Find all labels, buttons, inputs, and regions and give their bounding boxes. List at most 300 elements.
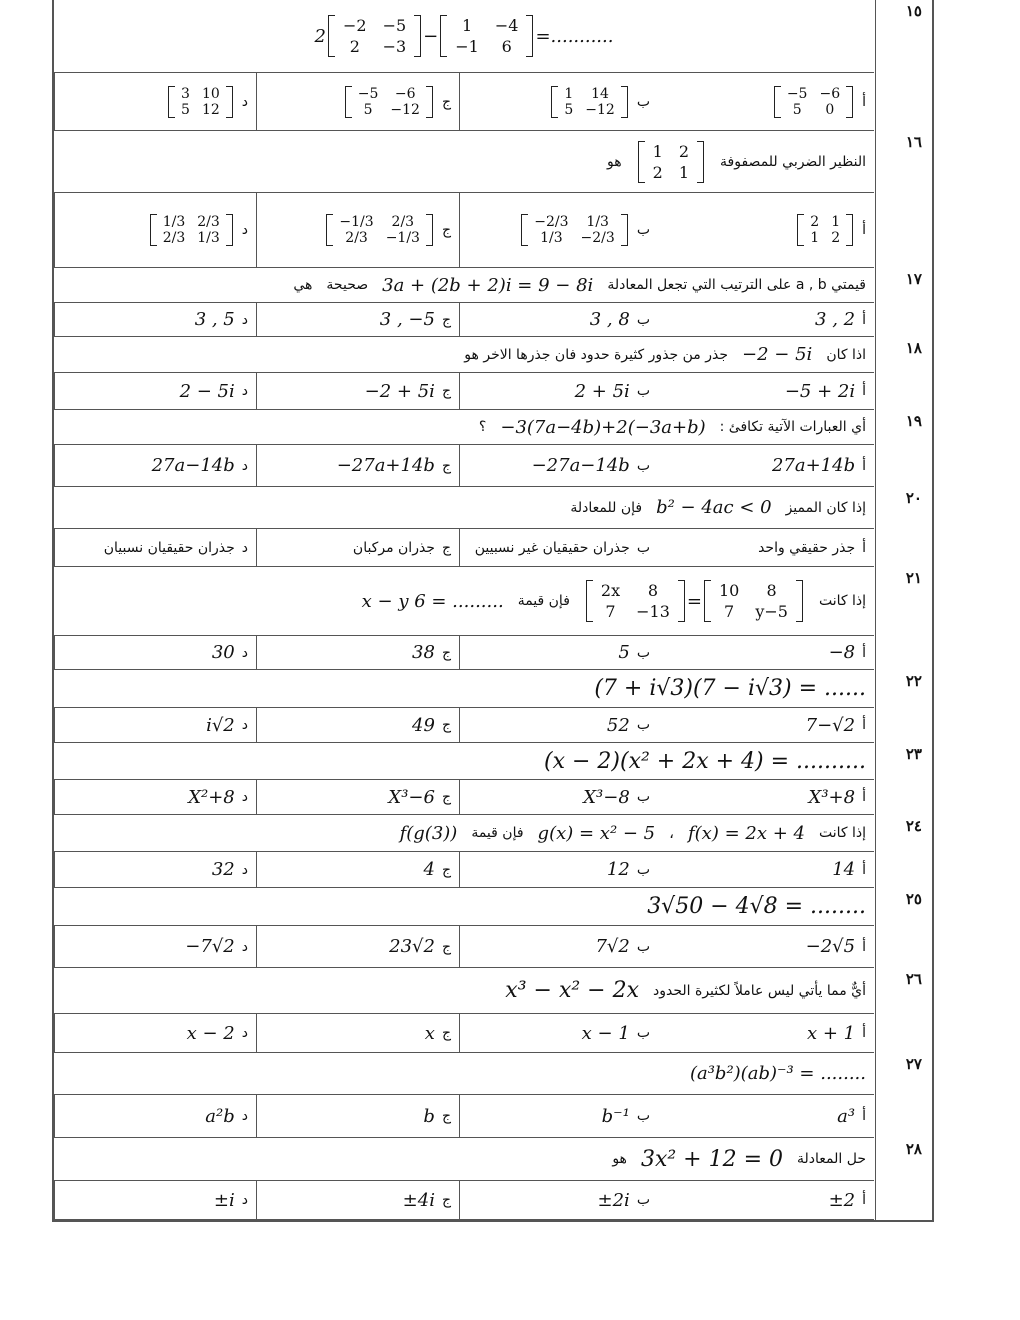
choice-value: 30	[211, 642, 235, 663]
matrix-bracket-right	[846, 214, 853, 246]
choice-a[interactable]	[658, 529, 874, 566]
matrix-cell: 5	[792, 101, 802, 118]
expression: (7 + i√3)(7 − i√3) = ......	[594, 676, 866, 701]
matrix-cell: 1	[678, 162, 690, 182]
question-row-q17	[54, 268, 922, 303]
choice-c[interactable]	[256, 1014, 459, 1052]
choice-value: x	[424, 1022, 435, 1044]
choice-b[interactable]	[459, 1095, 658, 1137]
choice-d[interactable]	[54, 708, 256, 742]
choice-b[interactable]	[459, 193, 658, 267]
question-number: ٢١	[905, 569, 922, 587]
matrix-row	[781, 86, 846, 102]
choice-value: −7√2	[185, 936, 235, 957]
matrix-body	[711, 580, 796, 622]
matrix-body	[804, 214, 846, 246]
choice-matrix	[551, 86, 627, 118]
matrix-row	[558, 102, 620, 118]
matrix-row	[528, 230, 621, 246]
matrix-bracket-right	[621, 86, 628, 118]
choice-value: 52	[606, 714, 630, 736]
choice-label: ج	[441, 222, 451, 238]
question-number: ٢٣	[905, 745, 922, 763]
matrix-row	[175, 102, 226, 118]
matrix-cell: −6	[394, 85, 416, 102]
question-number: ١٨	[905, 339, 922, 357]
question-number: ١٥	[905, 2, 922, 20]
matrix-cell: 2	[652, 162, 663, 182]
choice-b[interactable]	[459, 1181, 658, 1219]
matrix-bracket-left	[345, 86, 352, 118]
choice-value: X²+8	[188, 786, 235, 808]
choice-value: ±2i	[597, 1189, 630, 1211]
choice-matrix	[326, 214, 433, 246]
choice-label: أ	[862, 222, 866, 238]
question-number: ٢٧	[905, 1055, 922, 1073]
choices-row-q25	[54, 926, 874, 968]
choice-c[interactable]	[256, 926, 459, 967]
matrix-cell: 14	[591, 85, 609, 102]
question-prompt: إذا كان المميز	[785, 499, 866, 516]
question-text	[62, 131, 866, 192]
choices-row-q15	[54, 73, 874, 131]
matrix-cell: −6	[819, 85, 841, 102]
choice-c[interactable]	[256, 445, 459, 486]
matrix-row	[447, 15, 526, 36]
matrix-given	[638, 141, 704, 183]
choice-label: ج	[441, 861, 451, 878]
choice-matrix	[150, 214, 233, 246]
matrix-bracket-right	[226, 214, 233, 246]
choice-label: ج	[441, 1192, 451, 1208]
expression: x − y 6 = .........	[361, 590, 504, 612]
question-tail: فإن قيمة	[517, 593, 570, 609]
choice-d[interactable]	[54, 529, 256, 566]
matrix-body	[558, 86, 620, 118]
matrix-cell: 8	[647, 581, 659, 600]
matrix-cell: −1	[455, 37, 479, 56]
matrix-cell: 2	[831, 230, 841, 246]
choice-value: b⁻¹	[601, 1105, 630, 1127]
choice-label: ب	[636, 93, 650, 110]
question-text	[62, 337, 866, 372]
choice-c[interactable]	[256, 636, 459, 669]
question-tail-2: هي	[293, 277, 313, 293]
matrix-row	[335, 15, 414, 36]
choice-c[interactable]	[256, 529, 459, 566]
question-prompt: أي العبارات الآتية تكافئ :	[719, 419, 866, 435]
matrix-cell: −12	[585, 101, 615, 118]
matrix-cell: −2/3	[580, 230, 615, 246]
matrix-cell: 2/3	[162, 230, 186, 246]
choice-label: أ	[862, 1192, 866, 1208]
question-text	[62, 0, 866, 72]
choice-value: 32	[211, 859, 235, 880]
matrix-cell: −2/3	[534, 214, 569, 230]
choice-d[interactable]	[54, 1014, 256, 1052]
choice-a[interactable]	[658, 1095, 874, 1137]
matrix-bracket-left	[797, 214, 804, 246]
choice-a[interactable]	[658, 1014, 874, 1052]
choice-value: 3 , 5	[194, 309, 235, 330]
choice-value: 2 − 5i	[179, 380, 235, 402]
choice-label: ج	[441, 789, 451, 805]
choice-d[interactable]	[54, 303, 256, 336]
function-g: g(x) = x² − 5	[537, 822, 656, 844]
matrix-bracket-right	[621, 214, 628, 246]
choice-value: 23√2	[389, 936, 435, 957]
choice-label: د	[241, 457, 248, 474]
choice-a[interactable]	[658, 73, 874, 130]
choice-value: 12	[606, 859, 630, 880]
choice-label: ب	[636, 717, 650, 733]
matrix-row	[335, 36, 414, 57]
question-prompt: إذا كانت	[818, 825, 866, 841]
expression: −2 − 5i	[742, 344, 813, 365]
question-row-q23	[54, 743, 922, 780]
matrix-row	[593, 580, 678, 601]
choice-label: د	[241, 539, 248, 556]
choice-value: x + 1	[806, 1022, 856, 1044]
matrix-cell: −2	[342, 16, 367, 35]
matrix-cell: −1/3	[339, 214, 374, 230]
matrix-cell: 2	[349, 37, 360, 56]
expression: 3a + (2b + 2)i = 9 − 8i	[382, 274, 594, 296]
choice-d[interactable]	[54, 445, 256, 486]
question-tail: هو	[612, 1151, 627, 1167]
choice-matrix	[797, 214, 853, 246]
choice-b[interactable]	[459, 445, 658, 486]
choice-label: ب	[636, 938, 650, 955]
matrix-bracket-right	[526, 15, 533, 57]
choice-value: −5 + 2i	[784, 380, 856, 402]
choice-label: د	[241, 861, 248, 878]
choice-c[interactable]	[256, 780, 459, 814]
choice-b[interactable]	[459, 780, 658, 814]
question-prompt: اذا كان	[826, 346, 866, 363]
matrix-row	[157, 214, 226, 230]
matrix-row	[711, 580, 796, 601]
matrix-cell: 5	[564, 101, 574, 118]
choices-row-q24	[54, 852, 874, 888]
choice-label: ج	[441, 644, 451, 661]
matrix-body	[175, 86, 226, 118]
expression: 3√50 − 4√8 = ........	[647, 894, 866, 919]
choice-label: ب	[636, 1192, 650, 1208]
choice-label: د	[241, 789, 248, 805]
choice-a[interactable]	[658, 193, 874, 267]
choice-d[interactable]	[54, 73, 256, 130]
question-text	[62, 487, 866, 528]
choice-label: ب	[636, 311, 650, 328]
choice-a[interactable]	[658, 445, 874, 486]
choice-value: a³	[837, 1105, 856, 1127]
question-row-q22	[54, 670, 922, 708]
matrix-body	[593, 580, 678, 622]
matrix-cell: 2	[810, 214, 820, 230]
choice-label: ج	[441, 539, 451, 556]
question-text	[62, 1053, 866, 1094]
matrix-body	[333, 214, 426, 246]
choice-label: أ	[862, 539, 866, 556]
question-number: ٢٦	[905, 970, 922, 988]
choice-matrix	[521, 214, 628, 246]
question-prompt: إذا كانت	[818, 593, 866, 609]
matrix-bracket-right	[426, 214, 433, 246]
choices-row-q18	[54, 373, 874, 410]
choice-label: ب	[636, 1025, 650, 1041]
matrix-bracket-right	[414, 15, 421, 57]
choice-value: b	[423, 1105, 435, 1127]
question-prompt: قيمتي a , b على الترتيب التي تجعل المعادلة	[607, 277, 866, 293]
choice-value: −2 + 5i	[364, 380, 435, 402]
choice-value: ±4i	[402, 1189, 435, 1211]
question-row-q16	[54, 131, 922, 193]
choice-label: أ	[862, 1025, 866, 1041]
choice-value: 49	[412, 714, 435, 736]
question-text	[62, 410, 866, 444]
expression: x³ − x² − 2x	[505, 978, 639, 1003]
matrix-cell: 2/3	[197, 214, 220, 230]
matrix-bracket-left	[328, 15, 335, 57]
choice-b[interactable]	[459, 926, 658, 967]
choice-label: ب	[636, 383, 650, 399]
matrix-cell: −5	[382, 16, 407, 35]
choices-row-q17	[54, 303, 874, 337]
choice-label: ج	[441, 383, 451, 399]
choice-a[interactable]	[658, 636, 874, 669]
choice-label: ج	[441, 717, 451, 733]
choice-c[interactable]	[256, 1181, 459, 1219]
matrix-row	[447, 36, 526, 57]
question-row-q18	[54, 337, 922, 373]
question-prompt: أيٌّ مما يأتي ليس عاملاً لكثيرة الحدود	[653, 982, 866, 999]
choice-a[interactable]	[658, 780, 874, 814]
matrix-cell: −4	[494, 16, 519, 35]
question-row-q15	[54, 0, 922, 73]
choice-value: 27a+14b	[771, 455, 856, 476]
matrix-cell: −13	[636, 602, 670, 621]
question-number: ١٩	[905, 412, 922, 430]
choice-value: 7−√2	[805, 714, 856, 736]
question-row-q19	[54, 410, 922, 445]
question-tail: فإن قيمة	[471, 825, 524, 841]
matrix-body	[645, 141, 697, 183]
question-text	[62, 567, 866, 635]
matrix-row	[157, 230, 226, 246]
matrix-row	[804, 214, 846, 230]
matrix-bracket-left	[586, 580, 593, 622]
choice-value: −27a−14b	[531, 455, 630, 476]
choice-value: جذر حقيقي واحد	[758, 539, 856, 556]
matrix-row	[558, 86, 620, 102]
choice-a[interactable]	[658, 1181, 874, 1219]
choice-label: ج	[441, 457, 451, 474]
choice-label: أ	[862, 644, 866, 661]
matrix-cell: 2/3	[391, 214, 415, 230]
choice-matrix	[168, 86, 233, 118]
matrix-body	[447, 15, 526, 57]
choice-d[interactable]	[54, 636, 256, 669]
expression: −3(7a−4b)+2(−3a+b)	[500, 416, 706, 438]
choice-value: 4	[423, 859, 435, 880]
choice-label: د	[241, 311, 248, 328]
choice-value: −27a+14b	[336, 455, 435, 476]
choice-label: ج	[441, 938, 451, 955]
choice-value: x − 2	[186, 1022, 235, 1044]
choice-label: ب	[636, 1108, 650, 1124]
matrix-cell: 6	[501, 37, 512, 56]
choice-b[interactable]	[459, 1014, 658, 1052]
matrix-cell: 1	[652, 141, 663, 161]
matrix-row	[333, 214, 426, 230]
choice-value: x − 1	[581, 1022, 630, 1044]
choice-b[interactable]	[459, 708, 658, 742]
question-tail: هو	[607, 153, 622, 170]
question-text	[62, 1138, 866, 1180]
expression: 3x² + 12 = 0	[640, 1146, 784, 1172]
exam-sheet	[52, 0, 934, 1222]
choice-b[interactable]	[459, 73, 658, 130]
question-prompt: النظير الضربي للمصفوفة	[720, 153, 866, 170]
choice-c[interactable]	[256, 373, 459, 409]
choice-d[interactable]	[54, 926, 256, 967]
choice-label: أ	[862, 93, 866, 110]
matrix-cell: 1	[564, 85, 574, 102]
question-number: ١٧	[905, 270, 922, 288]
equals-sign: =	[686, 590, 702, 612]
matrix-cell: 5	[363, 101, 373, 118]
choice-label: ب	[636, 457, 650, 474]
choice-c[interactable]	[256, 193, 459, 267]
choice-c[interactable]	[256, 73, 459, 130]
choice-value: 5	[618, 642, 630, 663]
choice-d[interactable]	[54, 1095, 256, 1137]
choice-b[interactable]	[459, 852, 658, 887]
choice-b[interactable]	[459, 373, 658, 409]
matrix-bracket-left	[440, 15, 447, 57]
matrix-cell: 7	[724, 602, 735, 621]
choice-label: أ	[862, 789, 866, 805]
matrix-body	[528, 214, 621, 246]
matrix-cell: −5	[357, 85, 379, 102]
question-row-q26	[54, 968, 922, 1014]
question-text	[62, 268, 866, 302]
matrix-cell: 1/3	[197, 230, 220, 246]
choice-a[interactable]	[658, 373, 874, 409]
choice-value: ±i	[213, 1189, 235, 1211]
choice-b[interactable]	[459, 636, 658, 669]
question-row-q24	[54, 815, 922, 852]
choice-d[interactable]	[54, 193, 256, 267]
choice-label: أ	[862, 717, 866, 733]
expression: (a³b²)(ab)⁻³ = ........	[689, 1063, 866, 1084]
matrix-b	[440, 15, 533, 57]
question-number: ٢٠	[905, 489, 922, 507]
choice-c[interactable]	[256, 1095, 459, 1137]
choice-a[interactable]	[658, 852, 874, 887]
matrix-row	[804, 230, 846, 246]
matrix-bracket-left	[774, 86, 781, 118]
matrix-cell: 2/3	[345, 230, 368, 246]
choice-b[interactable]	[459, 529, 658, 566]
choice-label: د	[241, 938, 248, 955]
choice-label: أ	[862, 311, 866, 328]
choice-label: ب	[636, 861, 650, 878]
choice-c[interactable]	[256, 303, 459, 336]
matrix-cell: 8	[766, 581, 777, 600]
matrix-body	[157, 214, 226, 246]
question-row-q20	[54, 487, 922, 529]
expression: (x − 2)(x² + 2x + 4) = ..........	[544, 748, 866, 774]
choice-label: ب	[636, 644, 650, 661]
choices-row-q23	[54, 780, 874, 815]
choice-label: ج	[441, 1025, 451, 1041]
choice-d[interactable]	[54, 780, 256, 814]
question-text	[62, 743, 866, 779]
matrix-row	[175, 86, 226, 102]
matrix-bracket-right	[846, 86, 853, 118]
choice-d[interactable]	[54, 373, 256, 409]
matrix-body	[335, 15, 414, 57]
question-prompt: حل المعادلة	[797, 1151, 866, 1167]
matrix-bracket-right	[796, 580, 803, 622]
question-row-q27	[54, 1053, 922, 1095]
choice-d[interactable]	[54, 1181, 256, 1219]
choice-d[interactable]	[54, 852, 256, 887]
choice-value: ±2	[828, 1189, 856, 1211]
choice-label: د	[241, 1108, 248, 1124]
expression: b² − 4ac < 0	[656, 497, 772, 518]
matrix-cell: 1	[461, 16, 473, 35]
choice-b[interactable]	[459, 303, 658, 336]
question-tail: فإن للمعادلة	[570, 499, 643, 516]
matrix-row	[645, 141, 697, 162]
matrix-equation	[584, 580, 805, 622]
matrix-cell: 2	[678, 141, 690, 161]
matrix-bracket-left	[150, 214, 157, 246]
choice-value: 3 , −5	[379, 309, 435, 330]
matrix-bracket-left	[551, 86, 558, 118]
choice-value: X³−6	[388, 786, 435, 808]
matrix-bracket-left	[704, 580, 711, 622]
choice-c[interactable]	[256, 708, 459, 742]
choice-label: أ	[862, 861, 866, 878]
choice-a[interactable]	[658, 926, 874, 967]
matrix-row	[528, 214, 621, 230]
matrix-cell: −12	[390, 101, 420, 118]
matrix-a	[328, 15, 421, 57]
choices-row-q16	[54, 193, 874, 268]
choice-value: جذران حقيقيان غير نسبيين	[474, 539, 630, 556]
coefficient: 2	[314, 25, 326, 47]
choice-a[interactable]	[658, 303, 874, 336]
matrix-body	[781, 86, 846, 118]
choice-label: د	[241, 383, 248, 399]
choice-label: أ	[862, 457, 866, 474]
question-text	[62, 670, 866, 707]
choice-c[interactable]	[256, 852, 459, 887]
question-number: ١٦	[905, 133, 922, 151]
choice-value: 38	[412, 642, 435, 663]
question-number: ٢٨	[905, 1140, 922, 1158]
choice-a[interactable]	[658, 708, 874, 742]
matrix-expression	[315, 15, 614, 57]
matrix-cell: 10	[718, 581, 740, 600]
question-number: ٢٥	[905, 890, 922, 908]
matrix-row	[352, 86, 426, 102]
choices-row-q21	[54, 636, 874, 670]
